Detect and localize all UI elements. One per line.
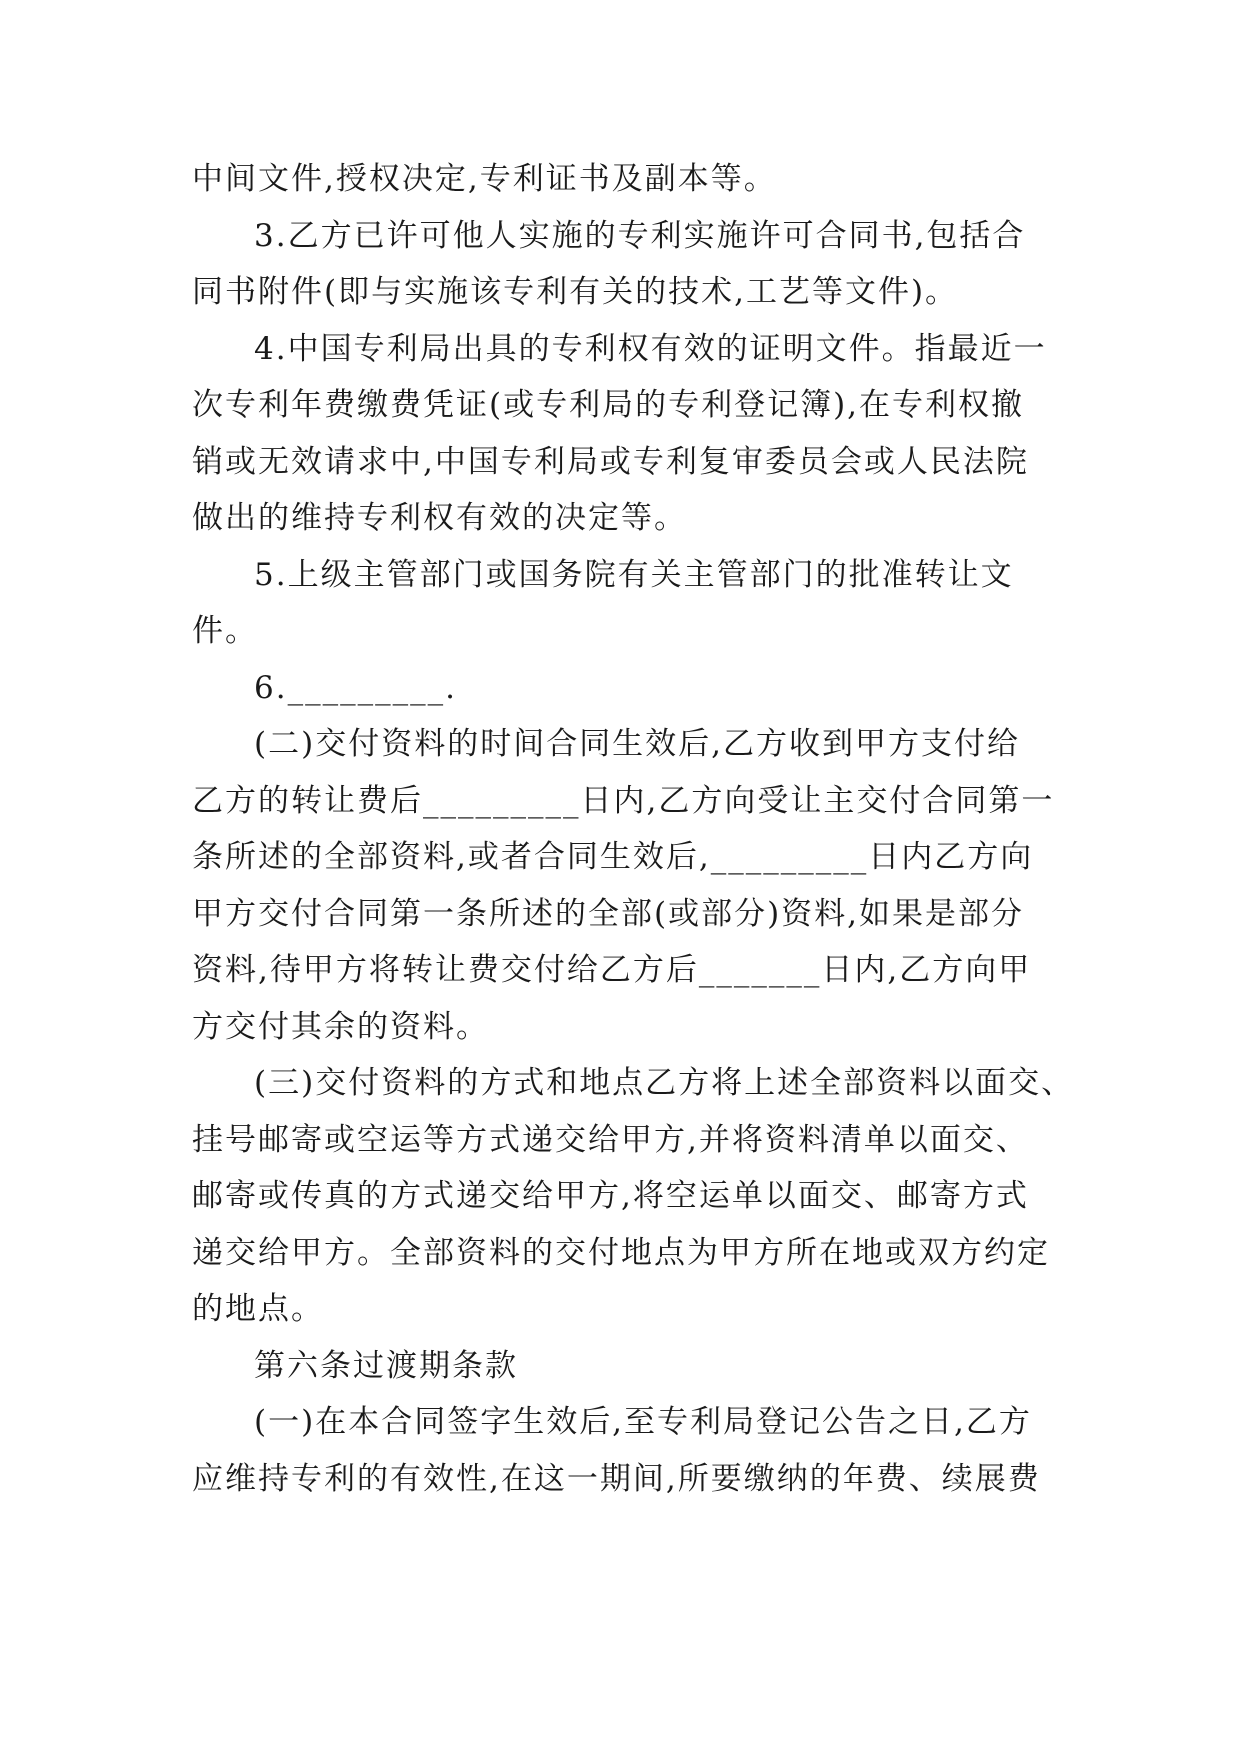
text-line: 的地点。 — [192, 1291, 324, 1327]
contract-body-text — [192, 151, 1075, 1507]
text-line: 做出的维持专利权有效的决定等。 — [192, 500, 687, 536]
text-line: (三)交付资料的方式和地点乙方将上述全部资料以面交、 — [254, 1065, 1075, 1101]
text-line: (二)交付资料的时间合同生效后,乙方收到甲方支付给 — [254, 726, 1021, 762]
text-line: 条所述的全部资料,或者合同生效后,_________日内乙方向 — [192, 839, 1034, 875]
text-line: (一)在本合同签字生效后,至专利局登记公告之日,乙方 — [254, 1404, 1032, 1440]
text-line: 4.中国专利局出具的专利权有效的证明文件。指最近一 — [254, 330, 1047, 367]
text-line: 递交给甲方。全部资料的交付地点为甲方所在地或双方约定 — [192, 1234, 1050, 1271]
text-line: 甲方交付合同第一条所述的全部(或部分)资料,如果是部分 — [192, 895, 1025, 932]
text-line: 同书附件(即与实施该专利有关的技术,工艺等文件)。 — [192, 274, 959, 310]
section-heading: 第六条过渡期条款 — [254, 1347, 518, 1384]
text-line: 乙方的转让费后_________日内,乙方向受让主交付合同第一 — [192, 782, 1055, 819]
text-line: 资料,待甲方将转让费交付给乙方后_______日内,乙方向甲 — [192, 952, 1032, 988]
text-line: 3.乙方已许可他人实施的专利实施许可合同书,包括合 — [254, 217, 1026, 254]
text-line: 6._________. — [254, 669, 457, 706]
text-line: 件。 — [192, 613, 258, 649]
text-line: 销或无效请求中,中国专利局或专利复审委员会或人民法院 — [192, 443, 1029, 480]
text-line: 邮寄或传真的方式递交给甲方,将空运单以面交、邮寄方式 — [192, 1178, 1029, 1214]
text-line: 次专利年费缴费凭证(或专利局的专利登记簿),在专利权撤 — [192, 387, 1025, 423]
text-line: 应维持专利的有效性,在这一期间,所要缴纳的年费、续展费 — [192, 1460, 1041, 1497]
text-line: 挂号邮寄或空运等方式递交给甲方,并将资料清单以面交、 — [192, 1121, 1029, 1158]
text-line: 方交付其余的资料。 — [192, 1008, 489, 1045]
text-line: 5.上级主管部门或国务院有关主管部门的批准转让文 — [254, 556, 1014, 593]
text-line: 中间文件,授权决定,专利证书及副本等。 — [192, 161, 777, 197]
